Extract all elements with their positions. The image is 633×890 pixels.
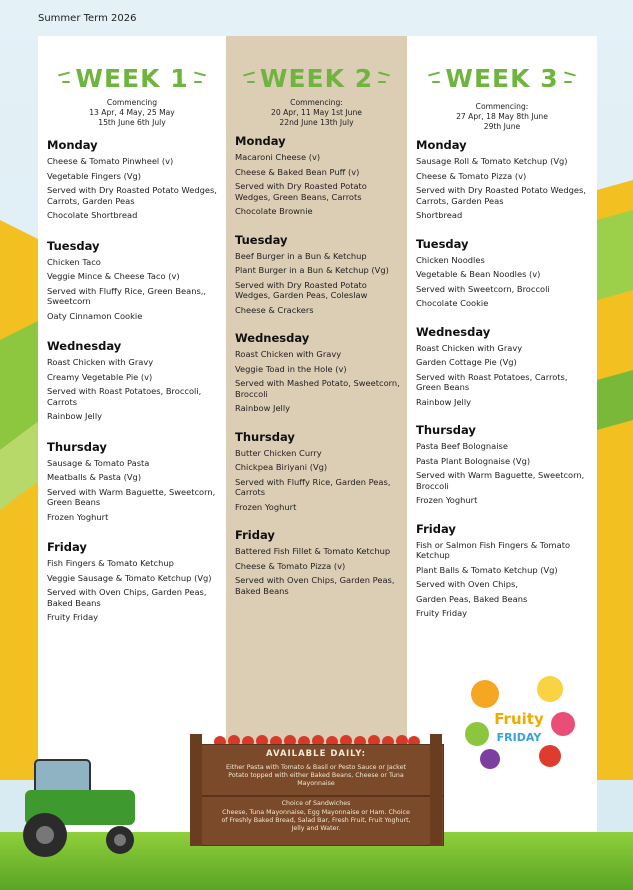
sandwich-text: Cheese, Tuna Mayonnaise, Egg Mayonnaise or Ham. Choice of Freshly Baked Bread, Salad Bar, Fresh Fruit, Fruit Yoghurt, Jelly and Water. xyxy=(221,809,411,832)
sparkle-icon xyxy=(428,72,442,84)
menu-item: Veggie Sausage & Tomato Ketchup (Vg) xyxy=(47,572,212,583)
menu-item: Butter Chicken Curry xyxy=(235,447,322,458)
day-heading: Tuesday xyxy=(235,232,288,247)
day-heading: Wednesday xyxy=(235,331,310,345)
day-block xyxy=(235,331,401,414)
menu-item: Chicken Taco xyxy=(47,256,101,267)
sparkle-icon xyxy=(58,72,72,84)
menu-item: Shortbread xyxy=(416,210,463,220)
menu-item: Served with Mashed Potato, Sweetcorn, Broccoli xyxy=(235,378,400,399)
week-1-days xyxy=(38,138,226,623)
menu-item: Served with Oven Chips, Garden Peas, Baked Beans xyxy=(235,575,395,596)
field-right-illustration xyxy=(597,180,633,780)
menu-item: Beef Burger in a Bun & Ketchup xyxy=(235,250,367,261)
menu-item: Frozen Yoghurt xyxy=(235,501,297,512)
friday-label: FRIDAY xyxy=(496,731,542,744)
day-heading: Tuesday xyxy=(47,238,100,253)
day-block xyxy=(416,522,591,619)
menu-item: Served with Dry Roasted Potato Wedges, Carrots, Garden Peas xyxy=(416,185,586,206)
field-left-illustration xyxy=(0,220,40,780)
week-2-heading: WEEK 2 xyxy=(226,64,407,92)
day-heading: Wednesday xyxy=(47,339,122,353)
day-block xyxy=(47,540,220,623)
day-block xyxy=(47,239,220,322)
sparkle-icon xyxy=(192,72,206,84)
day-heading: Monday xyxy=(235,134,286,148)
menu-item: Served with Dry Roasted Potato Wedges, Carrots, Garden Peas xyxy=(47,185,217,206)
menu-item: Fruity Friday xyxy=(416,608,468,618)
menu-item: Meatballs & Pasta (Vg) xyxy=(47,472,142,482)
day-heading: Thursday xyxy=(47,439,107,454)
menu-item: Roast Chicken with Gravy xyxy=(47,357,154,367)
menu-item: Sausage & Tomato Pasta xyxy=(47,457,150,468)
menu-item: Pasta Plant Bolognaise (Vg) xyxy=(416,455,531,466)
menu-item: Vegetable & Bean Noodles (v) xyxy=(416,269,541,279)
menu-item: Served with Warm Baguette, Sweetcorn, Green Beans xyxy=(47,486,216,507)
menu-item: Served with Dry Roasted Potato Wedges, Garden Peas, Coleslaw xyxy=(235,279,368,300)
day-heading: Monday xyxy=(416,138,467,152)
day-block xyxy=(416,138,591,221)
menu-item: Cheese & Crackers xyxy=(235,304,314,315)
week-1-commencing: Commencing 13 Apr, 4 May, 25 May 15th June 6th July xyxy=(89,98,175,127)
menu-item: Chocolate Cookie xyxy=(416,298,489,308)
sparkle-icon xyxy=(562,72,576,84)
fruity-friday-badge xyxy=(455,664,583,774)
menu-item: Chocolate Brownie xyxy=(235,206,313,216)
menu-item: Served with Fluffy Rice, Garden Peas, Carrots xyxy=(235,476,391,497)
menu-item: Served with Dry Roasted Potato Wedges, Green Beans, Carrots xyxy=(235,181,367,202)
menu-item: Battered Fish Fillet & Tomato Ketchup xyxy=(235,546,391,556)
week-2-commencing: Commencing: 20 Apr, 11 May 1st June 22nd June 13th July xyxy=(271,98,362,127)
available-daily-title: AVAILABLE DAILY: xyxy=(265,749,367,759)
term-label: Summer Term 2026 xyxy=(38,13,137,24)
menu-item: Garden Peas, Baked Beans xyxy=(416,593,528,604)
week-3-heading: WEEK 3 xyxy=(407,64,597,92)
day-heading: Tuesday xyxy=(416,236,469,251)
day-block xyxy=(416,325,591,408)
sparkle-icon xyxy=(243,72,257,84)
menu-item: Veggie Toad in the Hole (v) xyxy=(235,363,347,374)
menu-item: Plant Burger in a Bun & Ketchup (Vg) xyxy=(235,265,389,275)
day-heading: Friday xyxy=(235,528,275,542)
day-heading: Friday xyxy=(47,540,87,554)
menu-item: Chicken Noodles xyxy=(416,254,485,265)
menu-item: Fruity Friday xyxy=(47,612,99,622)
menu-item: Frozen Yoghurt xyxy=(47,511,109,522)
menu-item: Fish or Salmon Fish Fingers & Tomato Ketchup xyxy=(416,539,571,560)
menu-item: Served with Oven Chips, Garden Peas, Baked Beans xyxy=(47,587,207,608)
menu-item: Rainbow Jelly xyxy=(235,403,291,413)
menu-item: Served with Oven Chips, xyxy=(416,579,518,589)
menu-item: Garden Cottage Pie (Vg) xyxy=(416,357,517,367)
available-daily-text: Either Pasta with Tomato & Basil or Pesto Sauce or Jacket Potato topped with either Baked Beans, Cheese or Tuna Mayonnaise xyxy=(226,764,406,787)
menu-item: Served with Sweetcorn, Broccoli xyxy=(416,283,550,294)
menu-item: Veggie Mince & Cheese Taco (v) xyxy=(47,271,180,281)
menu-item: Vegetable Fingers (Vg) xyxy=(47,170,142,181)
day-block xyxy=(47,138,220,221)
menu-item: Chickpea Biriyani (Vg) xyxy=(235,462,328,472)
menu-item: Served with Roast Potatoes, Carrots, Green Beans xyxy=(416,371,568,392)
sandwich-heading: Choice of Sandwiches xyxy=(281,800,351,807)
day-block xyxy=(416,237,591,309)
week-3-commencing: Commencing: 27 Apr, 18 May 8th June 29th June xyxy=(456,102,548,131)
tractor-illustration xyxy=(5,750,145,860)
day-block xyxy=(416,423,591,506)
menu-item: Roast Chicken with Gravy xyxy=(416,342,523,353)
menu-item: Macaroni Cheese (v) xyxy=(235,152,321,162)
menu-item: Chocolate Shortbread xyxy=(47,210,138,220)
menu-item: Rainbow Jelly xyxy=(416,396,472,407)
week-1-heading: WEEK 1 xyxy=(38,64,226,92)
day-block xyxy=(47,440,220,523)
day-heading: Thursday xyxy=(235,429,295,444)
menu-item: Cheese & Tomato Pizza (v) xyxy=(235,560,346,571)
menu-item: Creamy Vegetable Pie (v) xyxy=(47,371,153,382)
day-block xyxy=(235,430,401,513)
day-block xyxy=(235,233,401,316)
sparkle-icon xyxy=(376,72,390,84)
available-daily-crate xyxy=(190,734,442,846)
menu-item: Cheese & Tomato Pinwheel (v) xyxy=(47,156,174,166)
menu-item: Cheese & Tomato Pizza (v) xyxy=(416,170,527,181)
menu-item: Fish Fingers & Tomato Ketchup xyxy=(47,558,174,568)
day-heading: Wednesday xyxy=(416,324,491,339)
menu-item: Rainbow Jelly xyxy=(47,411,103,421)
day-heading: Monday xyxy=(47,138,98,152)
day-block xyxy=(235,134,401,217)
menu-item: Oaty Cinnamon Cookie xyxy=(47,310,143,321)
menu-item: Sausage Roll & Tomato Ketchup (Vg) xyxy=(416,156,568,166)
menu-item: Frozen Yoghurt xyxy=(416,495,478,505)
week-2-days xyxy=(226,134,407,596)
menu-item: Pasta Beef Bolognaise xyxy=(416,441,508,451)
day-block xyxy=(47,339,220,422)
week-3-days xyxy=(407,138,597,619)
menu-item: Served with Roast Potatoes, Broccoli, Carrots xyxy=(47,386,202,407)
menu-item: Roast Chicken with Gravy xyxy=(235,349,342,359)
menu-item: Cheese & Baked Bean Puff (v) xyxy=(235,166,360,177)
day-heading: Thursday xyxy=(416,423,476,437)
day-block xyxy=(235,528,401,596)
day-heading: Friday xyxy=(416,521,456,536)
menu-item: Served with Warm Baguette, Sweetcorn, Broccoli xyxy=(416,470,585,491)
fruity-label: Fruity xyxy=(494,710,544,728)
menu-item: Served with Fluffy Rice, Green Beans,, Sweetcorn xyxy=(47,285,207,306)
menu-item: Plant Balls & Tomato Ketchup (Vg) xyxy=(416,564,558,575)
